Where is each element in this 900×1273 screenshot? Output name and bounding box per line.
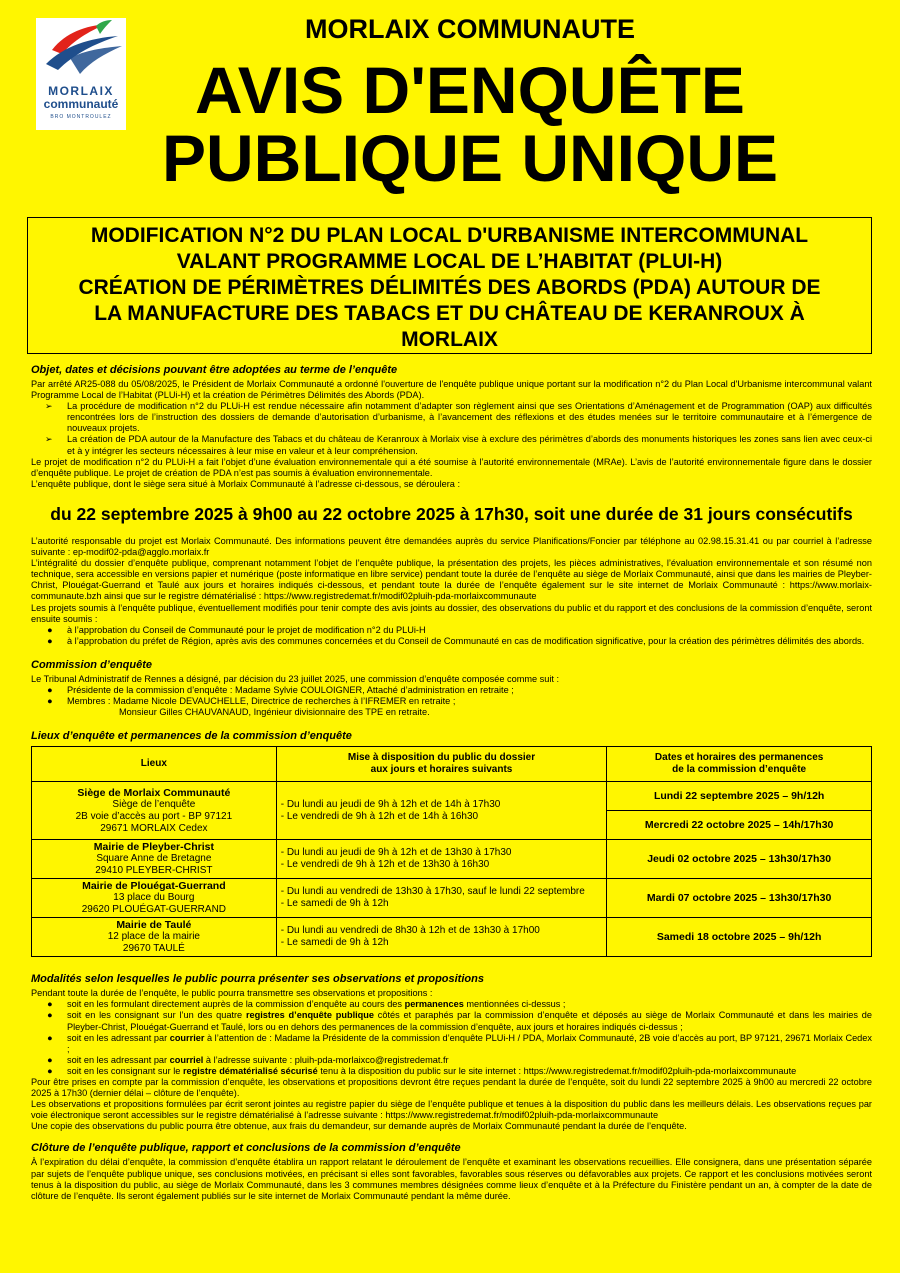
hours-cell [276,879,607,918]
bullet-item [31,1055,872,1066]
location-address: 29410 PLEYBER-CHRIST [95,865,213,877]
text-run-bold: courriel [169,1054,204,1065]
subject-line: CRÉATION DE PÉRIMÈTRES DÉLIMITÉS DES ABORDS (PDA) AUTOUR DE [78,276,821,299]
paragraph: Par arrêté AR25-088 du 05/08/2025, le Président de Morlaix Communauté a ordonné l'ouverture de l'enquête publique unique portant sur la modification n°2 du Plan Local d'Urbanisme intercommunal valant Programme Local de l’Habitat (PLUi-H) et la création de Périmètres Délimités des Abords (PDA). [31,379,872,401]
text-run-bold: registre dématérialisé sécurisé [182,1065,318,1076]
permanence-cell: Samedi 18 octobre 2025 – 9h/12h [607,918,872,957]
location-address: 29620 PLOUÉGAT-GUERRAND [81,904,227,916]
table-row [32,879,872,918]
location-cell [32,840,277,879]
bullet-text [67,999,565,1010]
permanence-cell: Lundi 22 septembre 2025 – 9h/12h [607,782,872,811]
header-line: Mise à disposition du public du dossier [347,752,536,764]
location-cell [32,879,277,918]
location-name: Mairie de Plouégat-Guerrand [82,880,226,893]
location-address: 29671 MORLAIX Cedex [100,822,208,834]
bullet-icon: ● [47,1065,53,1076]
bullet-item [31,1033,872,1055]
arrow-item-text: La procédure de modification n°2 du PLUi-H est rendue nécessaire afin notamment d’adapter son règlement ainsi que ses Orientations d’Aménagement et de Programmation (OAP) aux difficultés rencontrées lors de l’instruction des dossiers de demande d’autorisation d’urbanisme, à l’avancement des réflexions et des études menées sur le territoire communautaire et à l’émergence de nouveaux projets. [67,401,872,434]
text-run: à l’attention de : Madame la Présidente de la commission d’enquête PLUi-H / PDA, Morlaix Communauté, 2B voie d’accès au port, BP 97121, 29671 Morlaix Cedex ; [67,1032,872,1054]
text-run: soit en les adressant par [67,1032,170,1043]
text-run: soit en les consignant sur le [67,1065,183,1076]
header-line: aux jours et horaires suivants [370,764,513,776]
bullet-icon: ● [47,1010,53,1021]
hours-line: - Du lundi au vendredi de 13h30 à 17h30, sauf le lundi 22 septembre [280,886,585,898]
logo-text-morlaix: MORLAIX [48,84,114,98]
hours-line: - Du lundi au jeudi de 9h à 12h et de 13h30 à 17h30 [280,847,512,859]
location-cell [32,782,277,840]
bullet-item [31,685,872,696]
subject-line: MORLAIX [401,328,498,351]
column-header-mise [276,747,607,782]
permanence-cell: Mardi 07 octobre 2025 – 13h30/17h30 [607,879,872,918]
location-address: 29670 TAULÉ [122,943,185,955]
text-run: tenu à la disposition du public sur le site internet : https://www.registredemat.fr/modif02pluih-pda-morlaixcommunaute [317,1065,797,1076]
location-address: 12 place de la mairie [107,931,200,943]
text-run: soit en les formulant directement auprès de la commission d’enquête au cours des [67,999,405,1010]
notice-title-line1: AVIS D'ENQUÊTE [195,53,745,127]
location-name: Mairie de Taulé [116,919,192,932]
bullet-item [31,1010,872,1032]
bullet-item [31,696,872,707]
bullet-icon: ● [47,624,53,635]
subject-line: VALANT PROGRAMME LOCAL DE L’HABITAT (PLUI-H) [176,250,723,273]
bullet-icon: ● [47,1054,53,1065]
arrow-icon: ➢ [45,401,53,412]
subject-line: MODIFICATION N°2 DU PLAN LOCAL D'URBANISME INTERCOMMUNAL [90,224,809,247]
text-run: mentionnées ci-dessus ; [463,999,566,1010]
hours-cell [276,918,607,957]
location-name: Mairie de Pleyber-Christ [93,841,214,854]
notice-title [150,53,790,195]
notice-title-line2: PUBLIQUE UNIQUE [161,121,779,195]
bullet-text [67,1010,872,1032]
bullet-item [31,999,872,1010]
bullet-item [31,636,872,647]
text-run-bold: registres d’enquête publique [245,1010,375,1021]
bullet-text [67,1055,449,1066]
paragraph: À l’expiration du délai d’enquête, la commission d’enquête établira un rapport relatant le déroulement de l’enquête et examinant les observations recueillies. Elle consignera, dans une présentation séparée par sujets de l’enquête publique unique, ses conclusions motivées, en précisant si elles sont favorables, favorables sous réserves ou défavorables aux projets. Ce rapport et les conclusions motivées seront tenus à la disposition du public, au siège de Morlaix Communauté, dans les 3 communes membres désignées comme lieux d’enquête et à la Préfecture du Finistère pendant un an, à compter de la date de clôture de l’enquête. Ils seront également publiés sur le site internet de Morlaix Communauté pendant la même durée. [31,1157,872,1201]
subject-line: LA MANUFACTURE DES TABACS ET DU CHÂTEAU DE KERANROUX À [94,302,805,325]
paragraph: L’intégralité du dossier d’enquête publique, comprenant notamment l’objet de l’enquête publique, la présentation des projets, les pièces administratives, l’évaluation environnementale et son résumé non technique, sera accessible en versions papier et numérique (poste informatique en libre service) pendant toute la durée de l’enquête au siège de Morlaix Communauté, ainsi que dans les mairies de Pleyber-Christ, Plouégat-Guerrand et Taulé aux jours et horaires indiqués ci-dessous, et pendant toute la durée de l’enquête également sur le site internet de Morlaix Communauté : https://www.morlaix-communaute.bzh ainsi que sur le registre dématérialisé : https://www.registredemat.fr/modif02pluih-pda-morlaixcommunaute [31,558,872,602]
bullet-text [67,1033,872,1055]
org-name: MORLAIX COMMUNAUTE [305,14,635,44]
enquiry-dates: du 22 septembre 2025 à 9h00 au 22 octobre 2025 à 17h30, soit une durée de 31 jours consécutifs [50,503,853,524]
bullet-text [67,1066,796,1077]
text-run-bold: courrier [169,1032,205,1043]
logo-text-communaute: communauté [43,97,119,111]
location-address: 13 place du Bourg [113,892,195,904]
bullet-icon: ● [47,696,53,707]
section-heading-lieux: Lieux d’enquête et permanences de la commission d’enquête [31,730,352,743]
bullet-item [31,625,872,636]
location-address: 2B voie d’accès au port - BP 97121 [75,810,233,822]
bullet-item [31,1066,872,1077]
column-header-dates [607,747,872,782]
text-run: à l’adresse suivante : pluih-pda-morlaixco@registredemat.fr [203,1054,449,1065]
permanence-cell: Mercredi 22 octobre 2025 – 14h/17h30 [607,811,872,840]
bullet-text: Présidente de la commission d’enquête : Madame Sylvie COULOIGNER, Attaché d’administration en retraite ; [67,684,514,695]
bullet-icon: ● [47,684,53,695]
bullet-icon: ● [47,999,53,1010]
bullet-text: Membres : Madame Nicole DEVAUCHELLE, Directrice de recherches à l’IFREMER en retraite ; [67,696,456,707]
hours-line: - Du lundi au jeudi de 9h à 12h et de 14h à 17h30 [280,798,501,810]
bullet-icon: ● [47,1032,53,1043]
text-run-bold: permanences [404,999,464,1010]
table-header-row [32,747,872,782]
text-run: soit en les consignant sur l’un des quatre [67,1010,246,1021]
bullet-text: à l’approbation du préfet de Région, après avis des communes concernées et du Conseil de Communauté en cas de modification significative, pour la création des périmètres délimités des abords. [67,635,865,646]
hours-line: - Le samedi de 9h à 12h [280,898,389,910]
hours-line: - Le vendredi de 9h à 12h et de 14h à 16h30 [280,810,479,822]
logo-mark [36,18,126,84]
paragraph: Le projet de modification n°2 du PLUi-H a fait l’objet d’une évaluation environnementale qui a été soumise à l’autorité environnementale (MRAe). L’avis de l’autorité environnementale figure dans le dossier d’enquête publique. Le projet de création de PDA n’est pas soumis à évaluation environnementale. [31,456,872,478]
hours-line: - Du lundi au vendredi de 8h30 à 12h et de 13h30 à 17h00 [280,925,540,937]
section-heading-modalites: Modalités selon lesquelles le public pourra présenter ses observations et propositions [31,973,484,986]
paragraph: Une copie des observations du public pourra être obtenue, aux frais du demandeur, sur demande auprès de Morlaix Communauté pendant la durée de l’enquête. [31,1121,687,1132]
paragraph: Pour être prises en compte par la commission d’enquête, les observations et propositions devront être reçues pendant la durée de l’enquête, soit du lundi 22 septembre 2025 à 9h00 au mercredi 22 octobre 2025 à 17h30 (dernier délai – clôture de l’enquête). [31,1077,872,1099]
paragraph: L’enquête publique, dont le siège sera situé à Morlaix Communauté à l’adresse ci-dessous, se déroulera : [31,478,460,489]
logo [36,18,126,130]
permanence-cell: Jeudi 02 octobre 2025 – 13h30/17h30 [607,840,872,879]
bullet-icon: ● [47,635,53,646]
arrow-item [31,401,872,434]
paragraph: Les observations et propositions formulées par écrit seront jointes au registre papier du siège de l’enquête publique et tenues à la disposition du public dans les meilleurs délais. Les observations reçues par voie électronique seront accessibles sur le registre dématérialisé à l’adresse suivante : https://www.registredemat.fr/modif02pluih-pda-morlaixcommunaute [31,1099,872,1121]
logo-text-breton: BRO MONTROULEZ [50,114,112,120]
table-row [32,782,872,811]
arrow-icon: ➢ [45,434,53,445]
member-line: Monsieur Gilles CHAUVANAUD, Ingénieur divisionnaire des TPE en retraite. [119,707,430,718]
paragraph: Le Tribunal Administratif de Rennes a désigné, par décision du 23 juillet 2025, une commission d’enquête composée comme suit : [31,673,560,684]
text-run: côtés et paraphés par la commission d’enquête et déposés au siège de Morlaix Communauté et dans les mairies de Pleyber-Christ, Plouégat-Guerrand et Taulé, lors ou en dehors des permanences de la commission d’enquête, aux jours et horaires indiqués ci-dessus ; [67,1010,872,1032]
section-heading-commission: Commission d’enquête [31,658,153,671]
location-name: Siège de Morlaix Communauté [77,786,231,799]
bullet-text: à l’approbation du Conseil de Communauté pour le projet de modification n°2 du PLUi-H [67,624,426,635]
arrow-item [31,434,872,456]
arrow-item-text: La création de PDA autour de la Manufacture des Tabacs et du château de Keranroux à Morlaix vise à exclure des périmètres d’abords des monuments historiques les zones sans lien avec ceux-ci et à y intégrer les secteurs nécessaires à leur mise en valeur et à leur compréhension. [67,434,872,456]
section-heading-cloture: Clôture de l’enquête publique, rapport et conclusions de la commission d’enquête [31,1142,461,1155]
header-line: Dates et horaires des permanences [654,752,824,764]
location-cell [32,918,277,957]
location-address: Square Anne de Bretagne [96,853,212,865]
location-address: Siège de l’enquête [112,798,196,810]
subject-box [27,217,872,354]
table-row [32,918,872,957]
paragraph: Les projets soumis à l’enquête publique, éventuellement modifiés pour tenir compte des avis joints au dossier, des observations du public et du rapport et des conclusions de la commission d’enquête, seront ensuite soumis : [31,602,872,624]
header-line: de la commission d’enquête [672,764,807,776]
paragraph: Pendant toute la durée de l’enquête, le public pourra transmettre ses observations et propositions : [31,988,433,999]
paragraph: L’autorité responsable du projet est Morlaix Communauté. Des informations peuvent être demandées auprès du service Planifications/Foncier par téléphone au 02.98.15.31.41 ou par courriel à l’adresse suivante : ep-modif02-pda@agglo.morlaix.fr [31,535,872,558]
section-heading-objet: Objet, dates et décisions pouvant être adoptées au terme de l’enquête [31,364,398,376]
permanences-table [31,746,872,957]
hours-cell [276,840,607,879]
hours-cell [276,782,607,840]
table-row [32,840,872,879]
hours-line: - Le vendredi de 9h à 12h et de 13h30 à 16h30 [280,859,490,871]
text-run: soit en les adressant par [67,1054,170,1065]
column-header-lieux: Lieux [32,747,277,782]
notice-body [31,364,872,1202]
hours-line: - Le samedi de 9h à 12h [280,937,389,949]
